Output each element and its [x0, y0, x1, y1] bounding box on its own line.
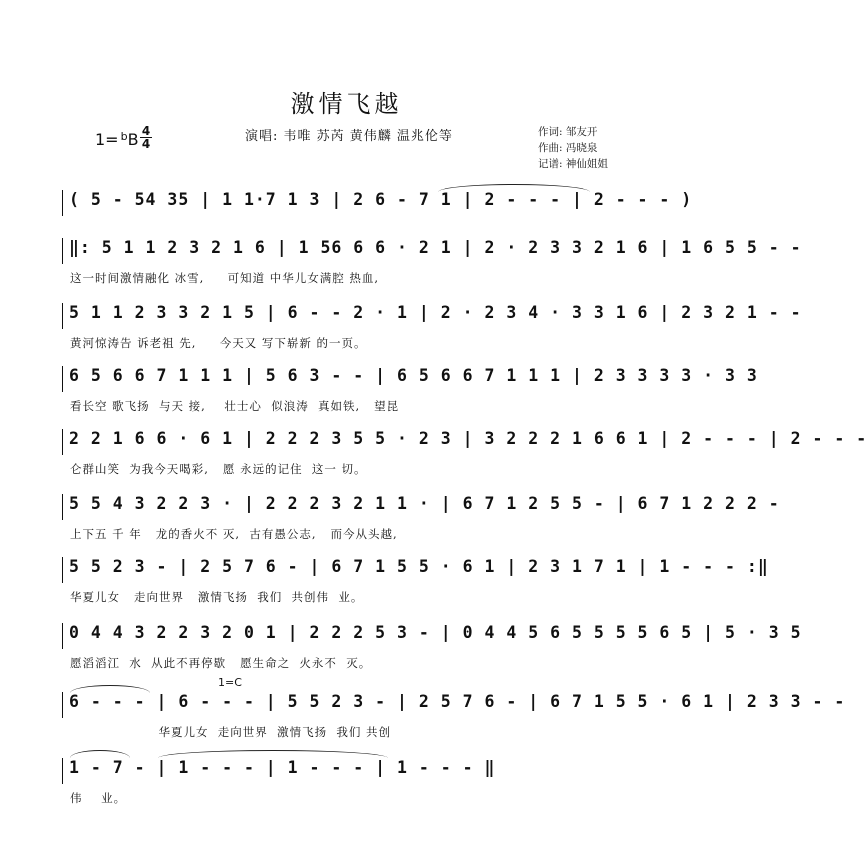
- lyric-line: 看长空 歌飞扬 与天 接, 壮士心 似浪涛 真如铁, 望昆: [70, 399, 400, 413]
- modulation-mark: 1=C: [218, 676, 242, 689]
- score-system-10: [62, 758, 632, 808]
- performers: 演唱: 韦唯 苏芮 黄伟麟 温兆伦等: [245, 129, 453, 144]
- lyric-line: 华夏儿女 走向世界 激情飞扬 我们 共创: [70, 725, 392, 739]
- notation-line: 5 1 1 2 3 3 2 1 5 | 6 - - 2 · 1 | 2 · 2 3 4 · 3 3 1 6 | 2 3 2 1 - -: [62, 303, 632, 329]
- score-system-5: [62, 429, 867, 479]
- meter-bottom: 4: [141, 137, 151, 151]
- credits: [538, 124, 608, 172]
- score-system-4: [62, 366, 758, 416]
- lyricist: 作词: 邹友开: [538, 126, 598, 138]
- lyric-line: 仑群山笑 为我今天喝彩, 愿 永远的记住 这一 切。: [70, 462, 367, 476]
- tie-mark: [438, 184, 590, 192]
- lyric-line: 这一时间激情融化 冰雪, 可知道 中华儿女满腔 热血,: [70, 271, 380, 285]
- lyric-line: 上下五 千 年 龙的香火不 灭, 古有愚公志, 而今从头越,: [70, 527, 398, 541]
- song-title: 激情飞越: [290, 90, 403, 118]
- score-system-1: [62, 190, 693, 240]
- notation-line: 2 2 1 6 6 · 6 1 | 2 2 2 3 5 5 · 2 3 | 3 2 2 2 1 6 6 1 | 2 - - - | 2 - - -: [62, 429, 632, 455]
- score-system-9: [62, 692, 846, 742]
- time-signature: [140, 125, 152, 150]
- score-system-2: [62, 238, 802, 288]
- notation-line: 0 4 4 3 2 2 3 2 0 1 | 2 2 2 5 3 - | 0 4 4 5 6 5 5 5 5 6 5 | 5 · 3 5: [62, 623, 632, 649]
- key-note: B: [127, 130, 139, 149]
- composer: 作曲: 冯晓泉: [538, 142, 598, 154]
- score-system-7: [62, 557, 769, 607]
- notation-line: 6 - - - | 6 - - - | 5 5 2 3 - | 2 5 7 6 - | 6 7 1 5 5 · 6 1 | 2 3 3 - -: [62, 692, 632, 718]
- notation-line: 5 5 2 3 - | 2 5 7 6 - | 6 7 1 5 5 · 6 1 | 2 3 1 7 1 | 1 - - - :‖: [62, 557, 632, 583]
- notation-line: 5 5 4 3 2 2 3 · | 2 2 2 3 2 1 1 · | 6 7 1 2 5 5 - | 6 7 1 2 2 2 -: [62, 494, 632, 520]
- transcriber: 记谱: 神仙姐姐: [538, 158, 608, 170]
- lyric-line: 黄河惊涛告 诉老祖 先, 今天又 写下崭新 的一页。: [70, 336, 367, 350]
- lyric-line: 愿滔滔江 水 从此不再停歇 愿生命之 火永不 灭。: [70, 656, 372, 670]
- notation-line: ( 5 - 54 35 | 1 1·7 1 3 | 2 6 - 7 1 | 2 - - - | 2 - - - ): [62, 190, 632, 216]
- flat-sign: b: [120, 130, 128, 143]
- tie-mark: [70, 685, 150, 693]
- notation-line: 1 - 7 - | 1 - - - | 1 - - - | 1 - - - ‖: [62, 758, 632, 784]
- meter-top: 4: [141, 124, 151, 138]
- score-system-8: [62, 623, 802, 673]
- notation-line: ‖: 5 1 1 2 3 2 1 6 | 1 56 6 6 · 2 1 | 2 · 2 3 3 2 1 6 | 1 6 5 5 - -: [62, 238, 632, 264]
- score-system-3: [62, 303, 802, 353]
- lyric-line: 伟 业。: [70, 791, 127, 805]
- tie-mark: [70, 750, 130, 758]
- notation-line: 6 5 6 6 7 1 1 1 | 5 6 3 - - | 6 5 6 6 7 1 1 1 | 2 3 3 3 3 · 3 3: [62, 366, 632, 392]
- lyric-line: 华夏儿女 走向世界 激情飞扬 我们 共创伟 业。: [70, 590, 364, 604]
- score-system-6: [62, 494, 780, 544]
- key-signature: [95, 130, 139, 149]
- tie-mark: [158, 750, 388, 758]
- key-prefix: 1=: [95, 130, 119, 149]
